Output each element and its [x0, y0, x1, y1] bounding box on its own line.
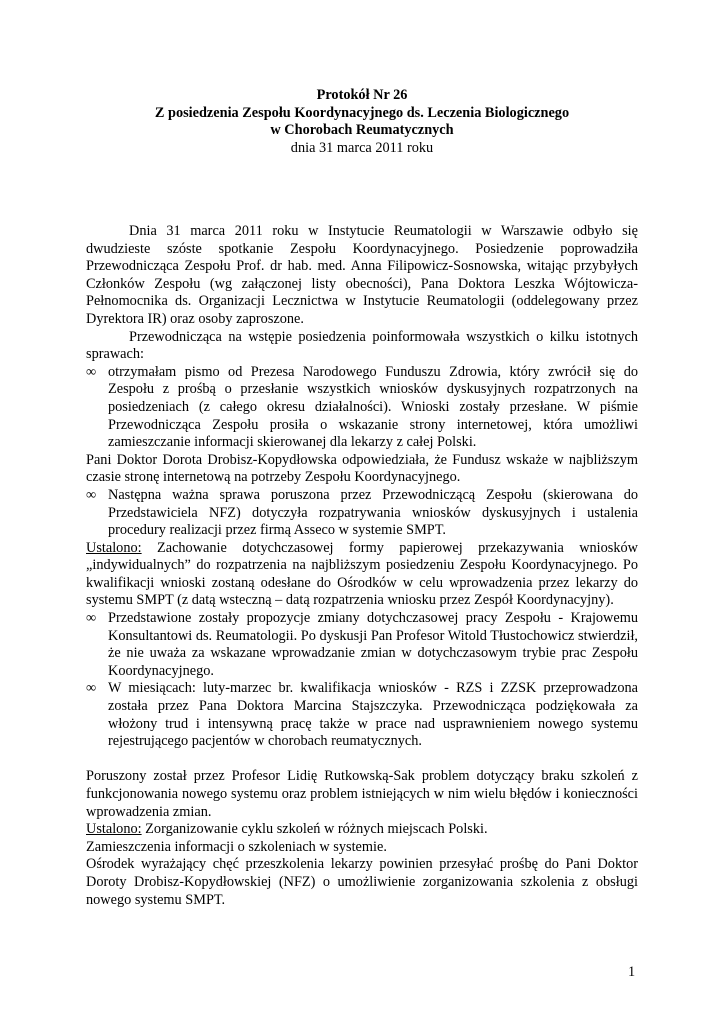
bullet-item-1: [86, 364, 638, 452]
bullet-text-1: otrzymałam pismo od Prezesa Narodowego Funduszu Zdrowia, który zwrócił się do Zespołu z prośbą o przesłanie wszystkich wniosków dyskusyjnych rozpatrzonych na posiedzeniach (z całego okresu działalności). Wnioski zostały przesłane. W piśmie Przewodnicząca Zespołu prosiła o wskazanie strony internetowej, która umożliwi zamieszczanie informacji skierowanej dla lekarzy z całej Polski.: [108, 363, 638, 451]
bullet-item-4: [86, 680, 638, 750]
paragraph-announcements: Przewodnicząca na wstępie posiedzenia poinformowała wszystkich o kilku istotnych sprawach:: [86, 328, 638, 363]
infinity-bullet-icon: ∞: [86, 363, 97, 380]
paragraph-ustalono-1: [86, 540, 638, 610]
paragraph-training-issue: Poruszony został przez Profesor Lidię Rutkowską-Sak problem dotyczący braku szkoleń z funkcjonowania nowego systemu oraz problem istniejących w nim wielu błędów i konieczności wprowadzenia zmian.: [86, 768, 638, 820]
protocol-title: Protokół Nr 26: [316, 87, 408, 103]
paragraph-nfz-response: Pani Doktor Dorota Drobisz-Kopydłowska odpowiedziała, że Fundusz wskaże w najbliższym czasie stronę internetową na potrzeby Zespołu Koordynacyjnego.: [86, 451, 638, 486]
meeting-subtitle-cont: w Chorobach Reumatycznych: [270, 122, 454, 139]
bullet-text-4: W miesiącach: luty-marzec br. kwalifikacja wniosków - RZS i ZZSK przeprowadzona została przez Pana Doktora Marcina Stajszczyka. Przewodnicząca podziękowała za włożony trud i intensywną pracę także w prace nad usprawnieniem nowego systemu rejestrującego pacjentów w chorobach reumatycznych.: [108, 680, 638, 750]
paragraph-intro: Dnia 31 marca 2011 roku w Instytucie Reumatologii w Warszawie odbyło się dwudzieste szóste spotkanie Zespołu Koordynacyjnego. Posiedzenie poprowadziła Przewodnicząca Zespołu Prof. dr hab. med. Anna Filipowicz-Sosnowska, witając przybyłych Członków Zespołu (wg załączonej listy obecności), Pana Doktora Leszka Wójtowicza-Pełnomocnika ds. Organizacji Lecznictwa w Instytucie Reumatologii (oddelegowany przez Dyrektora IR) oraz osoby zaproszone.: [86, 223, 638, 327]
ustalono-label: Ustalono:: [86, 821, 142, 838]
bullet-text-2: Następna ważna sprawa poruszona przez Przewodniczącą Zespołu (skierowana do Przedstawiciela NFZ) dotyczyła rozpatrywania wniosków dyskusyjnych i ustalenia procedury realizacji przez firmą Asseco w systemie SMPT.: [108, 486, 638, 539]
ustalono-text-2: Zorganizowanie cyklu szkoleń w różnych miejscach Polski.: [141, 821, 488, 838]
ustalono-label: Ustalono:: [86, 539, 142, 556]
bullet-item-2: [86, 487, 638, 540]
meeting-date: dnia 31 marca 2011 roku: [290, 139, 434, 156]
paragraph-ustalono-2: [86, 821, 638, 839]
document-header: [86, 87, 638, 157]
bullet-item-3: [86, 610, 638, 680]
meeting-subtitle: Z posiedzenia Zespołu Koordynacyjnego ds. Leczenia Biologicznego: [154, 104, 570, 121]
spacer: [86, 751, 638, 769]
page-number: 1: [628, 964, 636, 980]
paragraph-training-info: Zamieszczenia informacji o szkoleniach w systemie.: [86, 838, 387, 855]
document-body: [86, 223, 638, 909]
infinity-bullet-icon: ∞: [86, 610, 97, 627]
infinity-bullet-icon: ∞: [86, 680, 97, 697]
infinity-bullet-icon: ∞: [86, 486, 97, 503]
bullet-text-3: Przedstawione zostały propozycje zmiany dotychczasowej pracy Zespołu - Krajowemu Konsultantowi ds. Reumatologii. Po dyskusji Pan Profesor Witold Tłustochowicz stwierdził, że nie uważa za wskazane wprowadzanie zmian w dotychczasowym trybie prac Zespołu Koordynacyjnego.: [108, 610, 638, 679]
paragraph-training-request: Ośrodek wyrażający chęć przeszkolenia lekarzy powinien przesyłać prośbę do Pani Doktor Doroty Drobisz-Kopydłowskiej (NFZ) o umożliwienie zorganizowania szkolenia z obsługi nowego systemu SMPT.: [86, 856, 638, 908]
ustalono-text-1: Zachowanie dotychczasowej formy papierowej przekazywania wniosków „indywidualnych” do rozpatrzenia na najbliższym posiedzeniu Zespołu Koordynacyjnego. Po kwalifikacji wnioski zostaną odesłane do Ośrodków w celu wprowadzenia przez lekarzy do systemu SMPT (z datą wsteczną – datą rozpatrzenia wniosku przez Zespół Koordynacyjny).: [86, 539, 638, 609]
